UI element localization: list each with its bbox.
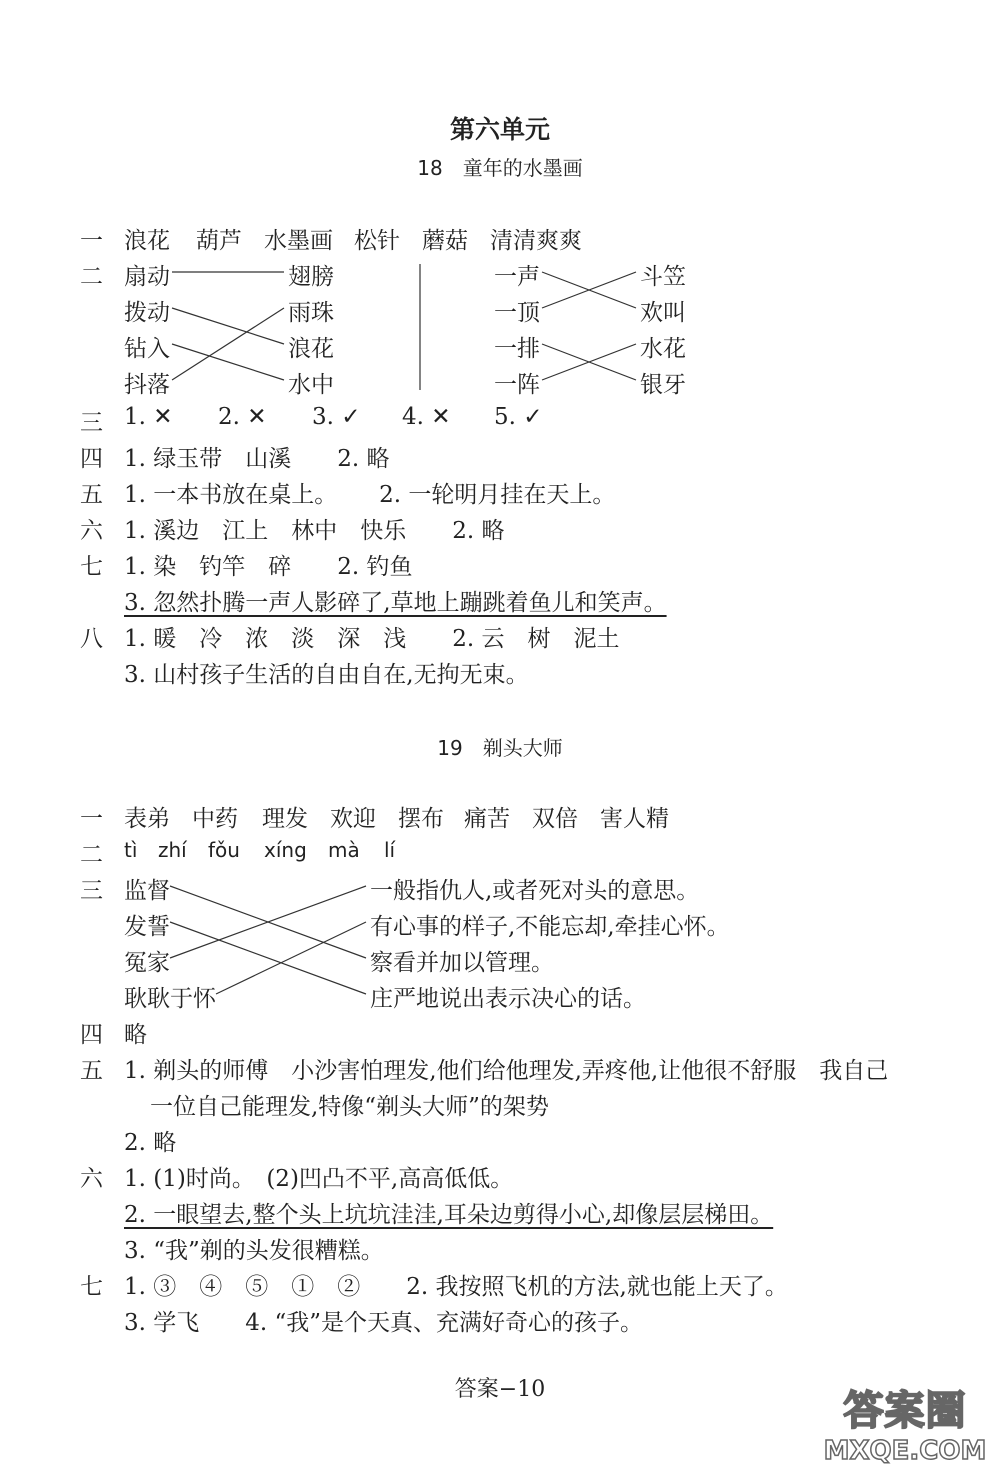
brand-main-text: 答案圈 <box>843 1388 967 1434</box>
l19-q3-left: 耿耿于怀 <box>124 986 216 1012</box>
match-line <box>172 344 284 380</box>
l18-q6-number: 六 <box>80 518 103 544</box>
l18-q2-number: 二 <box>80 264 103 290</box>
l19-q6-answer: 1. (1)时尚。 (2)凹凸不平,高高低低。 <box>124 1166 514 1192</box>
l19-q7-answer-3: 3. 学飞 4. “我”是个天真、充满好奇心的孩子。 <box>124 1310 644 1336</box>
l19-q1-item: 摆布 <box>398 806 444 832</box>
l19-q2-pinyin: zhí <box>158 838 187 862</box>
l18-q8-answer-3: 3. 山村孩子生活的自由自在,无拘无束。 <box>124 662 529 688</box>
l18-q1-number: 一 <box>80 228 103 254</box>
l18-q8-answer: 1. 暖 冷 浓 淡 深 浅 2. 云 树 泥土 <box>124 626 620 652</box>
l18-q3-item: 5. ✓ <box>494 404 543 430</box>
l18-q2-right: 雨珠 <box>288 300 334 326</box>
l18-q2-right: 浪花 <box>288 336 334 362</box>
l19-q6-answer-2: 2. 一眼望去,整个头上坑坑洼洼,耳朵边剪得小心,却像层层梯田。 <box>124 1202 774 1228</box>
l18-q5-answer: 1. 一本书放在桌上。 2. 一轮明月挂在天上。 <box>124 482 616 508</box>
l18-q2-right2: 欢叫 <box>640 300 686 326</box>
l19-q6-number: 六 <box>80 1166 103 1192</box>
match-line <box>172 308 284 380</box>
l18-q2-left: 钻入 <box>124 336 170 362</box>
match-line <box>170 922 366 994</box>
l19-q4-answer: 略 <box>124 1022 147 1048</box>
match-line <box>172 308 284 344</box>
l19-q2-pinyin: tì <box>124 838 138 862</box>
l19-q5-number: 五 <box>80 1058 103 1084</box>
l19-q1-item: 双倍 <box>532 806 578 832</box>
l19-q5-answer-cont: 一位自己能理发,特像“剃头大师”的架势 <box>150 1094 549 1120</box>
l18-q2-right2: 斗笠 <box>640 264 686 290</box>
l19-q3-right: 庄严地说出表示决心的话。 <box>370 986 646 1012</box>
l19-q1-item: 表弟 <box>124 806 170 832</box>
l19-q1-item: 理发 <box>262 806 308 832</box>
l19-q3-left: 冤家 <box>124 950 170 976</box>
l19-q2-pinyin: mà <box>328 838 360 862</box>
l18-q1-item: 浪花 <box>124 228 170 254</box>
l18-q7-answer-3: 3. 忽然扑腾一声人影碎了,草地上蹦跳着鱼儿和笑声。 <box>124 590 667 616</box>
l18-q2-left: 扇动 <box>124 264 170 290</box>
l18-q2-left: 拨动 <box>124 300 170 326</box>
unit-title: 第六单元 <box>449 115 550 144</box>
l18-q2-right: 翅膀 <box>288 264 334 290</box>
l18-q3-number: 三 <box>80 410 103 436</box>
l18-q2-right2: 水花 <box>640 336 686 362</box>
l18-q3-item: 3. ✓ <box>312 404 361 430</box>
l19-q1-item: 欢迎 <box>330 806 376 832</box>
l18-q2-right2: 银牙 <box>640 372 686 398</box>
l18-q7-answer: 1. 染 钓竿 碎 2. 钓鱼 <box>124 554 413 580</box>
l19-q4-number: 四 <box>80 1022 103 1048</box>
l19-q1-item: 害人精 <box>600 806 669 832</box>
l18-q2-left: 抖落 <box>124 372 170 398</box>
lesson-19-title: 19 剃头大师 <box>437 736 563 760</box>
l18-q2-left2: 一声 <box>494 264 540 290</box>
l18-q3-item: 4. ✕ <box>402 404 451 430</box>
l18-q2-left2: 一顶 <box>494 300 540 326</box>
l19-q1-item: 中药 <box>192 806 238 832</box>
l19-q3-number: 三 <box>80 878 103 904</box>
l19-q3-right: 察看并加以管理。 <box>370 950 554 976</box>
l19-q1-number: 一 <box>80 806 103 832</box>
l19-q7-number: 七 <box>80 1274 103 1300</box>
l18-q1-item: 松针 <box>354 228 400 254</box>
l18-q4-answer: 1. 绿玉带 山溪 2. 略 <box>124 446 390 472</box>
lesson-18-title: 18 童年的水墨画 <box>417 156 583 180</box>
l18-q2-left2: 一阵 <box>494 372 540 398</box>
l19-q1-item: 痛苦 <box>464 806 510 832</box>
l18-q3-item: 2. ✕ <box>218 404 267 430</box>
l19-q7-answer: 1. ③ ④ ⑤ ① ② 2. 我按照飞机的方法,就也能上天了。 <box>124 1274 788 1300</box>
l18-q1-item: 葫芦 <box>196 228 242 254</box>
l19-q5-answer: 1. 剃头的师傅 小沙害怕理发,他们给他理发,弄疼他,让他很不舒服 我自己 <box>124 1058 889 1084</box>
l18-q3-item: 1. ✕ <box>124 404 173 430</box>
l18-q1-item: 清清爽爽 <box>490 228 582 254</box>
l19-q5-answer-2: 2. 略 <box>124 1130 177 1156</box>
l18-q6-answer: 1. 溪边 江上 林中 快乐 2. 略 <box>124 518 505 544</box>
l19-q2-pinyin: fǒu <box>208 838 240 862</box>
page-footer: 答案−10 <box>454 1377 546 1402</box>
l18-q7-number: 七 <box>80 554 103 580</box>
l18-q1-item: 蘑菇 <box>422 228 468 254</box>
l19-q3-left: 发誓 <box>124 914 170 940</box>
l19-q2-pinyin: lí <box>384 838 396 862</box>
l19-q3-left: 监督 <box>124 878 170 904</box>
l18-q2-right: 水中 <box>288 372 334 398</box>
l19-q3-right: 有心事的样子,不能忘却,牵挂心怀。 <box>370 914 730 940</box>
l18-q8-number: 八 <box>80 626 103 652</box>
l19-q2-pinyin: xíng <box>264 838 307 862</box>
l18-q5-number: 五 <box>80 482 103 508</box>
l18-q2-left2: 一排 <box>494 336 540 362</box>
l18-q1-item: 水墨画 <box>264 228 333 254</box>
brand-url-text: MXQE.COM <box>823 1436 987 1466</box>
l18-q4-number: 四 <box>80 446 103 472</box>
l19-q6-answer-3: 3. “我”剃的头发很糟糕。 <box>124 1238 384 1264</box>
l19-q2-number: 二 <box>80 842 103 868</box>
l19-q3-right: 一般指仇人,或者死对头的意思。 <box>370 878 700 904</box>
